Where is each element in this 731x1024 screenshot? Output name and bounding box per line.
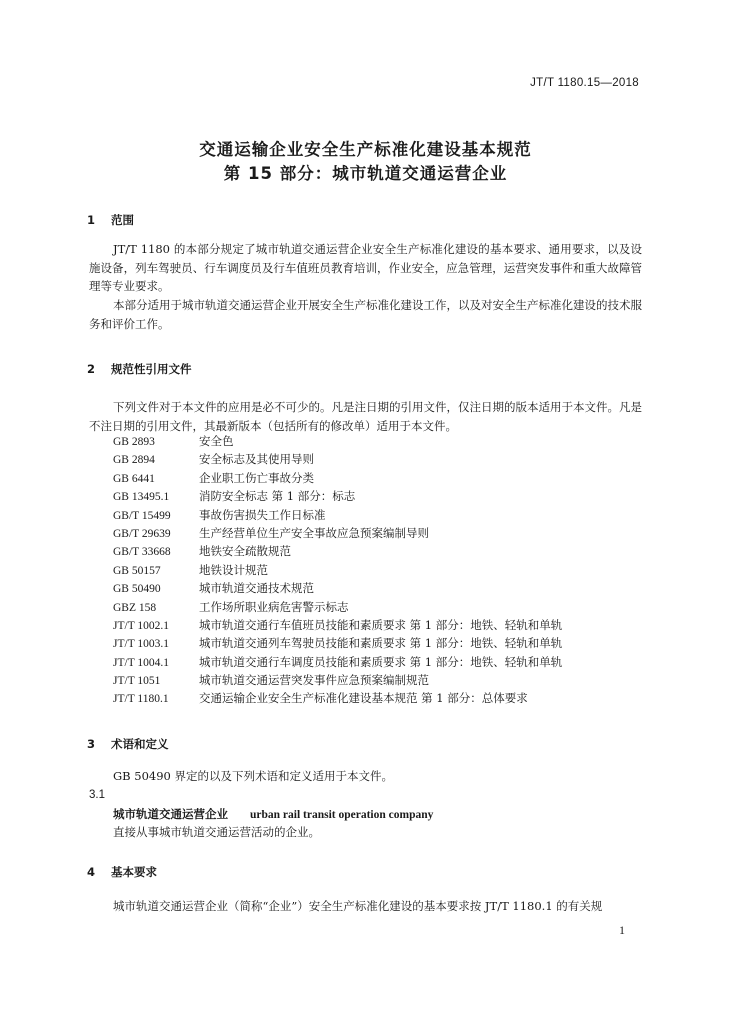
reference-title: 地铁安全疏散规范 <box>199 544 291 559</box>
term-definition: 直接从事城市轨道交通运营活动的企业。 <box>113 825 320 839</box>
section-2-heading <box>87 361 192 377</box>
reference-title: 生产经营单位生产安全事故应急预案编制导则 <box>199 525 429 540</box>
document-title-line1: 交通运输企业安全生产标准化建设基本规范 <box>199 140 532 159</box>
reference-item <box>113 487 562 505</box>
term-chinese: 城市轨道交通运营企业 <box>113 807 228 821</box>
section-number: 3 <box>87 737 96 751</box>
reference-item <box>113 561 562 579</box>
reference-code: JT/T 1003.1 <box>113 638 170 651</box>
reference-title: 工作场所职业病危害警示标志 <box>199 599 349 614</box>
page-number: 1 <box>619 923 625 937</box>
reference-code: JT/T 1004.1 <box>113 656 170 669</box>
term-entry <box>113 806 433 822</box>
section-title: 基本要求 <box>111 865 157 879</box>
term-english: urban rail transit operation company <box>250 809 434 821</box>
reference-title: 企业职工伤亡事故分类 <box>199 470 314 485</box>
reference-title: 城市轨道交通运营突发事件应急预案编制规范 <box>199 673 429 688</box>
reference-code: GB 13495.1 <box>113 491 170 504</box>
scope-paragraph-2: 本部分适用于城市轨道交通运营企业开展安全生产标准化建设工作，以及对安全生产标准化建设的技术服务和评价工作。 <box>89 298 642 331</box>
reference-code: GB/T 15499 <box>113 509 171 522</box>
reference-item <box>113 450 562 468</box>
reference-item <box>113 542 562 560</box>
reference-item <box>113 598 562 616</box>
reference-item <box>113 689 562 707</box>
reference-code: GB 2894 <box>113 454 155 467</box>
section-title: 范围 <box>111 213 134 227</box>
standard-code: JT/T 1180.15—2018 <box>530 77 639 89</box>
reference-item <box>113 616 562 634</box>
reference-title: 安全色 <box>199 434 234 448</box>
basic-paragraph-1: 城市轨道交通运营企业（简称“企业”）安全生产标准化建设的基本要求按 JT/T 1180.1 的有关规 <box>113 899 603 913</box>
reference-title: 消防安全标志 第 1 部分：标志 <box>199 489 356 504</box>
section-number: 2 <box>87 362 96 376</box>
section-4-heading <box>87 864 157 880</box>
reference-title: 城市轨道交通技术规范 <box>199 581 314 596</box>
reference-item <box>113 524 562 542</box>
reference-code: GB 50490 <box>113 583 161 596</box>
reference-code: GBZ 158 <box>113 601 157 614</box>
reference-item <box>113 671 562 689</box>
normative-intro: 下列文件对于本文件的应用是必不可少的。凡是注日期的引用文件，仅注日期的版本适用于本文件。凡是不注日期的引用文件，其最新版本（包括所有的修改单）适用于本文件。 <box>89 400 642 433</box>
reference-code: JT/T 1051 <box>113 675 161 688</box>
reference-list <box>113 432 562 708</box>
reference-title: 城市轨道交通行车值班员技能和素质要求 第 1 部分：地铁、轻轨和单轨 <box>199 617 563 632</box>
section-title: 术语和定义 <box>111 737 169 751</box>
reference-title: 交通运输企业安全生产标准化建设基本规范 第 1 部分：总体要求 <box>199 691 528 706</box>
reference-item <box>113 634 562 652</box>
term-number: 3.1 <box>89 789 105 801</box>
section-3-heading <box>87 736 169 752</box>
reference-title: 地铁设计规范 <box>199 562 268 577</box>
reference-title: 城市轨道交通列车驾驶员技能和素质要求 第 1 部分：地铁、轻轨和单轨 <box>199 636 563 651</box>
section-number: 4 <box>87 865 96 879</box>
terms-intro: GB 50490 界定的以及下列术语和定义适用于本文件。 <box>113 769 394 783</box>
reference-title: 安全标志及其使用导则 <box>199 452 314 467</box>
reference-item <box>113 469 562 487</box>
reference-item <box>113 579 562 597</box>
reference-item <box>113 432 562 450</box>
reference-code: GB 50157 <box>113 564 161 577</box>
document-title-line2: 第 15 部分：城市轨道交通运营企业 <box>223 164 508 183</box>
reference-title: 城市轨道交通行车调度员技能和素质要求 第 1 部分：地铁、轻轨和单轨 <box>199 654 563 669</box>
reference-code: GB/T 29639 <box>113 527 171 540</box>
scope-paragraph-1: JT/T 1180 的本部分规定了城市轨道交通运营企业安全生产标准化建设的基本要求、通用要求，以及设施设备，列车驾驶员、行车调度员及行车值班员教育培训，作业安全，应急管理，运营突发事件和重大故障管理等专业要求。 <box>89 242 642 293</box>
section-1-heading <box>87 212 134 228</box>
reference-item <box>113 506 562 524</box>
reference-code: JT/T 1180.1 <box>113 693 169 706</box>
reference-title: 事故伤害损失工作日标准 <box>199 507 326 522</box>
section-number: 1 <box>87 213 96 227</box>
reference-item <box>113 653 562 671</box>
reference-code: GB/T 33668 <box>113 546 171 559</box>
reference-code: JT/T 1002.1 <box>113 619 170 632</box>
reference-code: GB 6441 <box>113 472 155 485</box>
reference-code: GB 2893 <box>113 436 155 448</box>
section-title: 规范性引用文件 <box>111 362 192 376</box>
